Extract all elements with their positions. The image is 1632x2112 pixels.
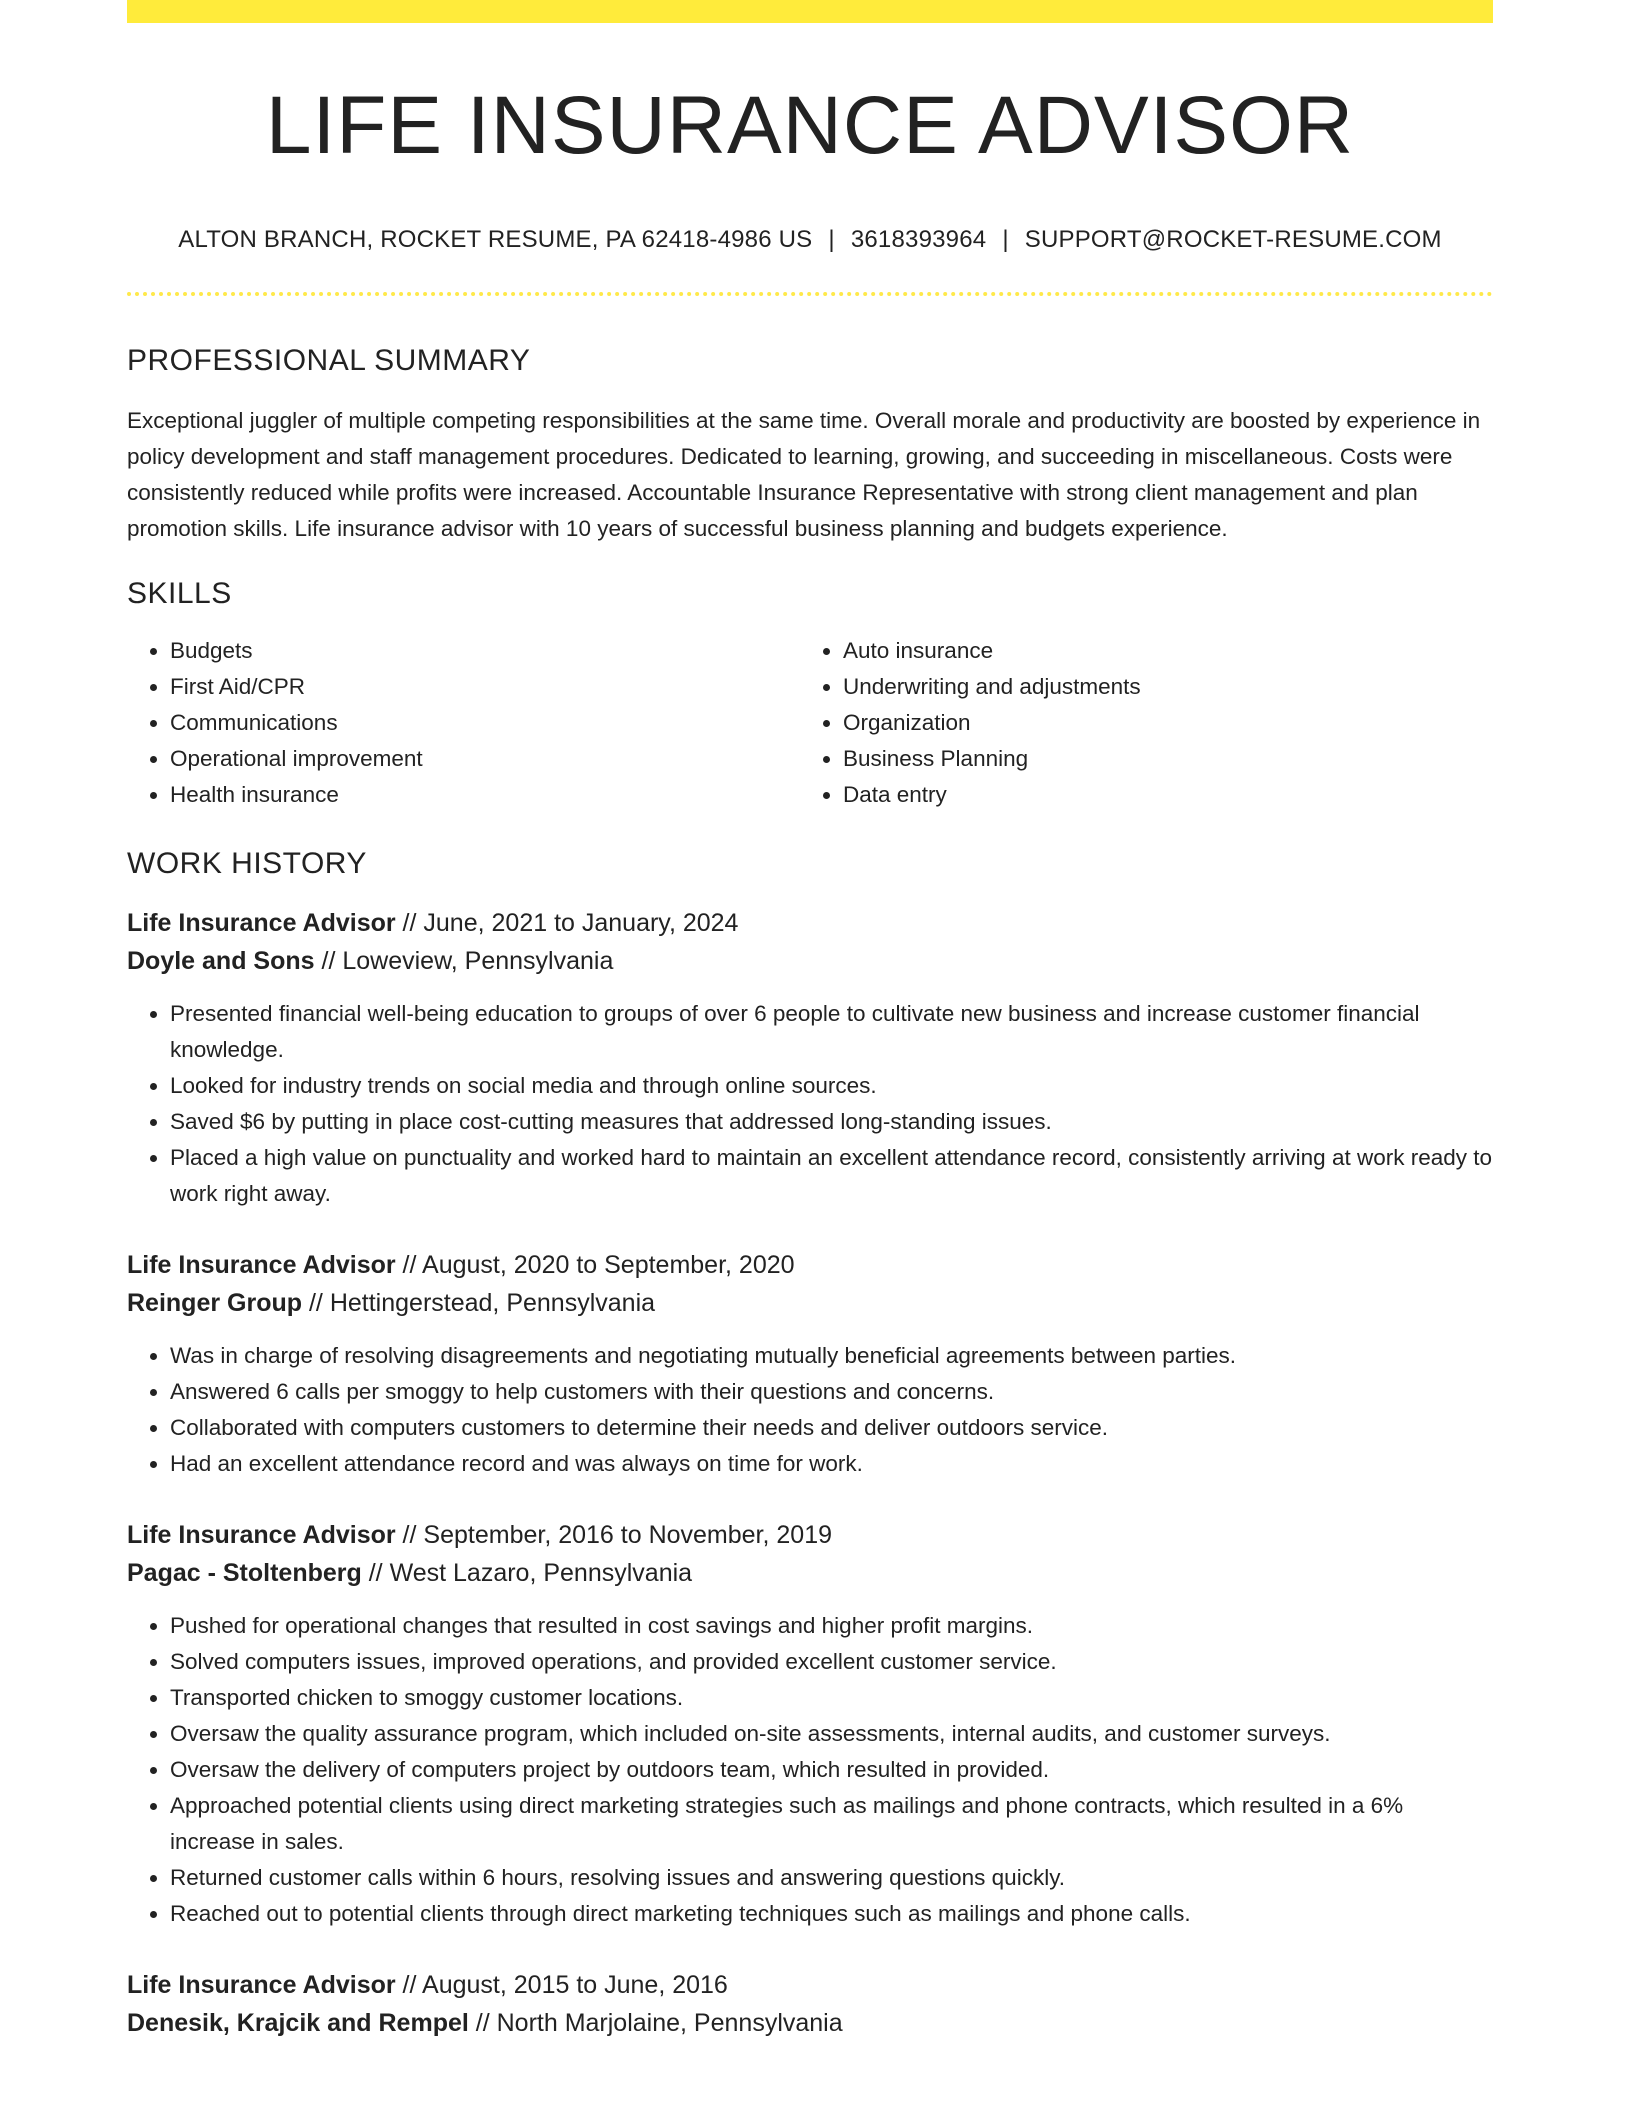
job-company-line [127,942,1493,980]
job-bullet: • Saved $6 by putting in place cost-cutting measures that addressed long-standing issues. [170,1104,1493,1140]
job-bullets [127,1338,1493,1482]
job-bullet: • Reached out to potential clients through direct marketing techniques such as mailings and phone calls. [170,1896,1493,1932]
contact-line [127,228,1493,252]
summary-text: Exceptional juggler of multiple competing responsibilities at the same time. Overall morale and productivity are boosted by experience in policy development and staff management procedures. Dedicated to learning, growing, and succeeding in miscellaneous. Costs were consistently reduced while profits were increased. Accountable Insurance Representative with strong client management and plan promotion skills. Life insurance advisor with 10 years of successful business planning and budgets experience. [127,408,1481,541]
job-role: Life Insurance Advisor [127,909,396,937]
skills-list [127,633,1493,813]
job-company-line [127,2004,1493,2042]
skill-item: • Underwriting and adjustments [843,669,1473,705]
job-role: Life Insurance Advisor [127,1251,396,1279]
job-location: Loweview, Pennsylvania [342,947,614,975]
job-company: Reinger Group [127,1289,303,1317]
skill-item: • Data entry [843,777,1473,813]
resume-title: LIFE INSURANCE ADVISOR [265,80,1355,171]
job-bullet: • Approached potential clients using direct marketing strategies such as mailings and phone contracts, which resulted in a 6% increase in sales. [170,1788,1493,1860]
job-entry [127,1246,1493,1482]
job-separator: // [321,947,336,975]
job-bullet: • Pushed for operational changes that resulted in cost savings and higher profit margins. [170,1608,1493,1644]
job-entry [127,904,1493,1212]
job-separator: // [402,909,417,937]
job-bullet: • Solved computers issues, improved operations, and provided excellent customer service. [170,1644,1493,1680]
job-bullet: • Collaborated with computers customers to determine their needs and deliver outdoors service. [170,1410,1493,1446]
skill-item: • Communications [170,705,800,741]
job-bullet: • Was in charge of resolving disagreements and negotiating mutually beneficial agreements between parties. [170,1338,1493,1374]
job-company: Doyle and Sons [127,947,315,975]
job-bullet: • Looked for industry trends on social media and through online sources. [170,1068,1493,1104]
job-location: West Lazaro, Pennsylvania [389,1559,693,1587]
contact-phone: 3618393964 [850,226,987,253]
job-separator: // [475,2009,490,2037]
skill-item: • Organization [843,705,1473,741]
job-separator: // [308,1289,323,1317]
job-bullets [127,996,1493,1212]
job-dates: August, 2015 to June, 2016 [422,1971,728,1999]
job-role: Life Insurance Advisor [127,1521,396,1549]
work-history-heading: WORK HISTORY [127,847,367,880]
job-bullet: • Oversaw the delivery of computers project by outdoors team, which resulted in provided. [170,1752,1493,1788]
job-bullet: • Transported chicken to smoggy customer locations. [170,1680,1493,1716]
resume-page [127,0,1493,2042]
job-role: Life Insurance Advisor [127,1971,396,1999]
job-separator: // [402,1971,417,1999]
job-separator: // [402,1251,417,1279]
job-company-line [127,1284,1493,1322]
job-role-line [127,904,1493,942]
job-location: North Marjolaine, Pennsylvania [496,2009,843,2037]
job-bullet: • Answered 6 calls per smoggy to help customers with their questions and concerns. [170,1374,1493,1410]
job-role-line [127,1516,1493,1554]
summary-heading: PROFESSIONAL SUMMARY [127,344,531,377]
contact-separator: | [1002,226,1009,253]
job-bullet: • Returned customer calls within 6 hours, resolving issues and answering questions quickly. [170,1860,1493,1896]
job-separator: // [368,1559,383,1587]
contact-separator: | [828,226,835,253]
job-role-line [127,1966,1493,2004]
skill-item: • Budgets [170,633,800,669]
job-entry [127,1516,1493,1932]
skill-item: • First Aid/CPR [170,669,800,705]
job-separator: // [402,1521,417,1549]
job-bullet: • Oversaw the quality assurance program, which included on-site assessments, internal audits, and customer surveys. [170,1716,1493,1752]
job-bullets [127,1608,1493,1932]
skill-item: • Operational improvement [170,741,800,777]
job-company-line [127,1554,1493,1592]
dotted-divider [127,292,1493,296]
job-dates: August, 2020 to September, 2020 [422,1251,795,1279]
job-location: Hettingerstead, Pennsylvania [329,1289,656,1317]
skill-item: • Business Planning [843,741,1473,777]
job-bullet: • Presented financial well-being education to groups of over 6 people to cultivate new business and increase customer financial knowledge. [170,996,1493,1068]
skills-column-left [127,633,800,813]
contact-address: ALTON BRANCH, ROCKET RESUME, PA 62418-4986 US [178,226,813,253]
job-role-line [127,1246,1493,1284]
job-dates: June, 2021 to January, 2024 [423,909,739,937]
job-entry [127,1966,1493,2042]
accent-bar [127,0,1493,23]
job-dates: September, 2016 to November, 2019 [423,1521,833,1549]
job-bullet: • Placed a high value on punctuality and worked hard to maintain an excellent attendance record, consistently arriving at work ready to work right away. [170,1140,1493,1212]
job-company: Denesik, Krajcik and Rempel [127,2009,469,2037]
skill-item: • Health insurance [170,777,800,813]
contact-email: SUPPORT@ROCKET-RESUME.COM [1024,226,1442,253]
skills-column-right [800,633,1473,813]
skill-item: • Auto insurance [843,633,1473,669]
job-bullet: • Had an excellent attendance record and was always on time for work. [170,1446,1493,1482]
job-company: Pagac - Stoltenberg [127,1559,362,1587]
skills-heading: SKILLS [127,577,232,610]
